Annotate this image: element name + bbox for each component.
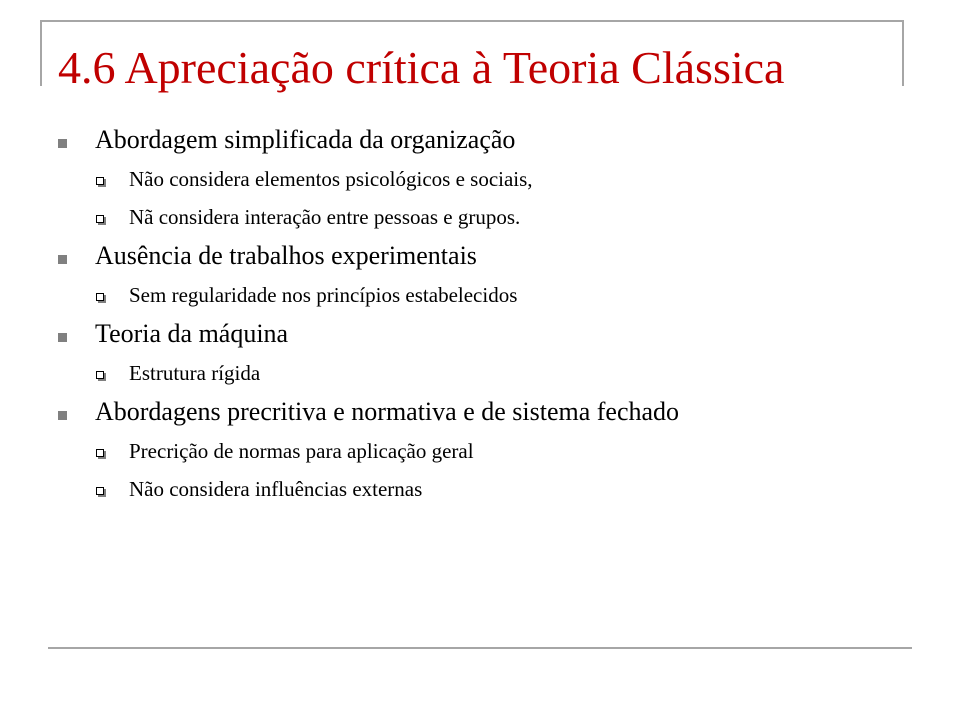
bullet-text: Abordagens precritiva e normativa e de sistema fechado bbox=[95, 397, 680, 426]
frame-top-line bbox=[40, 20, 904, 22]
bullet-item bbox=[58, 314, 918, 354]
hollow-square-bullet-icon bbox=[96, 371, 104, 379]
sub-bullet-item bbox=[58, 432, 918, 470]
square-bullet-icon bbox=[58, 139, 67, 148]
square-bullet-icon bbox=[58, 411, 67, 420]
sub-bullet-item bbox=[58, 470, 918, 508]
bullet-item bbox=[58, 392, 918, 432]
frame-right-line bbox=[902, 20, 904, 86]
sub-bullet-list bbox=[58, 432, 918, 508]
sub-bullet-text: Sem regularidade nos princípios estabelecidos bbox=[129, 283, 518, 307]
sub-bullet-text: Estrutura rígida bbox=[129, 361, 261, 385]
sub-bullet-text: Precrição de normas para aplicação geral bbox=[129, 439, 474, 463]
sub-bullet-item bbox=[58, 160, 918, 198]
bullet-text: Abordagem simplificada da organização bbox=[95, 125, 516, 154]
slide-title: 4.6 Apreciação crítica à Teoria Clássica bbox=[58, 42, 785, 93]
hollow-square-bullet-icon bbox=[96, 215, 104, 223]
sub-bullet-list bbox=[58, 354, 918, 392]
sub-bullet-item bbox=[58, 276, 918, 314]
sub-bullet-list bbox=[58, 276, 918, 314]
square-bullet-icon bbox=[58, 255, 67, 264]
frame-left-line bbox=[40, 20, 42, 86]
bullet-item bbox=[58, 120, 918, 160]
square-bullet-icon bbox=[58, 333, 67, 342]
frame-bottom-line bbox=[48, 647, 912, 649]
sub-bullet-item bbox=[58, 198, 918, 236]
bullet-list bbox=[58, 120, 918, 508]
hollow-square-bullet-icon bbox=[96, 177, 104, 185]
bullet-item bbox=[58, 236, 918, 276]
sub-bullet-list bbox=[58, 160, 918, 236]
hollow-square-bullet-icon bbox=[96, 293, 104, 301]
sub-bullet-text: Nã considera interação entre pessoas e grupos. bbox=[129, 205, 521, 229]
bullet-text: Ausência de trabalhos experimentais bbox=[95, 241, 477, 270]
bullet-text: Teoria da máquina bbox=[95, 319, 289, 348]
sub-bullet-text: Não considera elementos psicológicos e sociais, bbox=[129, 167, 533, 191]
hollow-square-bullet-icon bbox=[96, 487, 104, 495]
sub-bullet-item bbox=[58, 354, 918, 392]
sub-bullet-text: Não considera influências externas bbox=[129, 477, 423, 501]
hollow-square-bullet-icon bbox=[96, 449, 104, 457]
